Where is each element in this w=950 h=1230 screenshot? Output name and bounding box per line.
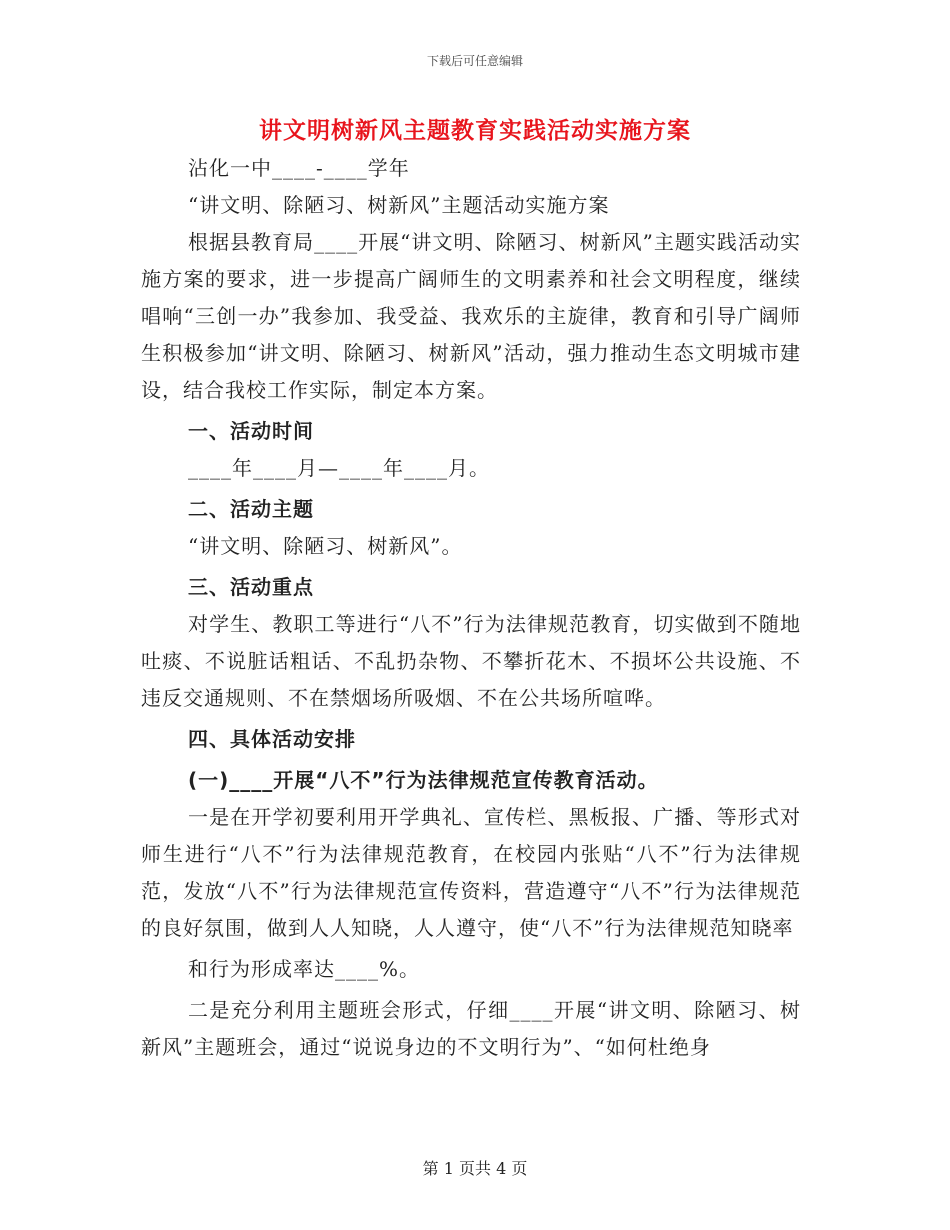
item-one-continuation: 和行为形成率达____%。 [188,957,421,981]
page-footer: 第 1 页共 4 页 [422,1159,528,1178]
intro-paragraph: 根据县教育局____开展“讲文明、除陋习、树新风”主题实践活动实施方案的要求，进一步提高广阔师生的文明素养和社会文明程度，继续唱响“三创一办”我参加、我受益、我欢乐的主旋律，教育和引导广阔师生积极参加“讲文明、除陋习、树新风”活动，强力推动生态文明城市建设，结合我校工作实际，制定本方案。 [141,230,801,402]
item-one-paragraph: 一是在开学初要利用开学典礼、宣传栏、黑板报、广播、等形式对师生进行“八不”行为法律规范教育，在校园内张贴“八不”行为法律规范，发放“八不”行为法律规范宣传资料，营造遵守“八不”行为法律规范的良好氛围，做到人人知晓，人人遵守，使“八不”行为法律规范知晓率 [141,805,801,940]
subsection-heading-1: (一)____开展“八不”行为法律规范宣传教育活动。 [188,768,659,792]
header-note: 下载后可任意编辑 [426,54,523,68]
document-body [141,150,801,1066]
focus-paragraph: 对学生、教职工等进行“八不”行为法律规范教育，切实做到不随地吐痰、不说脏话粗话、不乱扔杂物、不攀折花木、不损坏公共设施、不违反交通规则、不在禁烟场所吸烟、不在公共场所喧哗。 [141,612,801,710]
section-heading-arrangement: 四、具体活动安排 [188,727,356,751]
section-heading-theme: 二、活动主题 [188,497,314,521]
section-heading-focus: 三、活动重点 [188,575,314,599]
document-title: 讲文明树新风主题教育实践活动实施方案 [259,117,691,144]
section-heading-time: 一、活动时间 [188,419,314,443]
activity-theme-line: “讲文明、除陋习、树新风”。 [188,534,463,558]
school-year-line: 沾化一中____-____学年 [188,156,410,180]
item-two-paragraph: 二是充分利用主题班会形式，仔细____开展“讲文明、除陋习、树新风”主题班会，通过“说说身边的不文明行为”、“如何杜绝身 [141,998,801,1059]
subtitle-line: “讲文明、除陋习、树新风”主题活动实施方案 [188,193,610,217]
activity-time-line: ____年____月—____年____月。 [188,456,490,480]
